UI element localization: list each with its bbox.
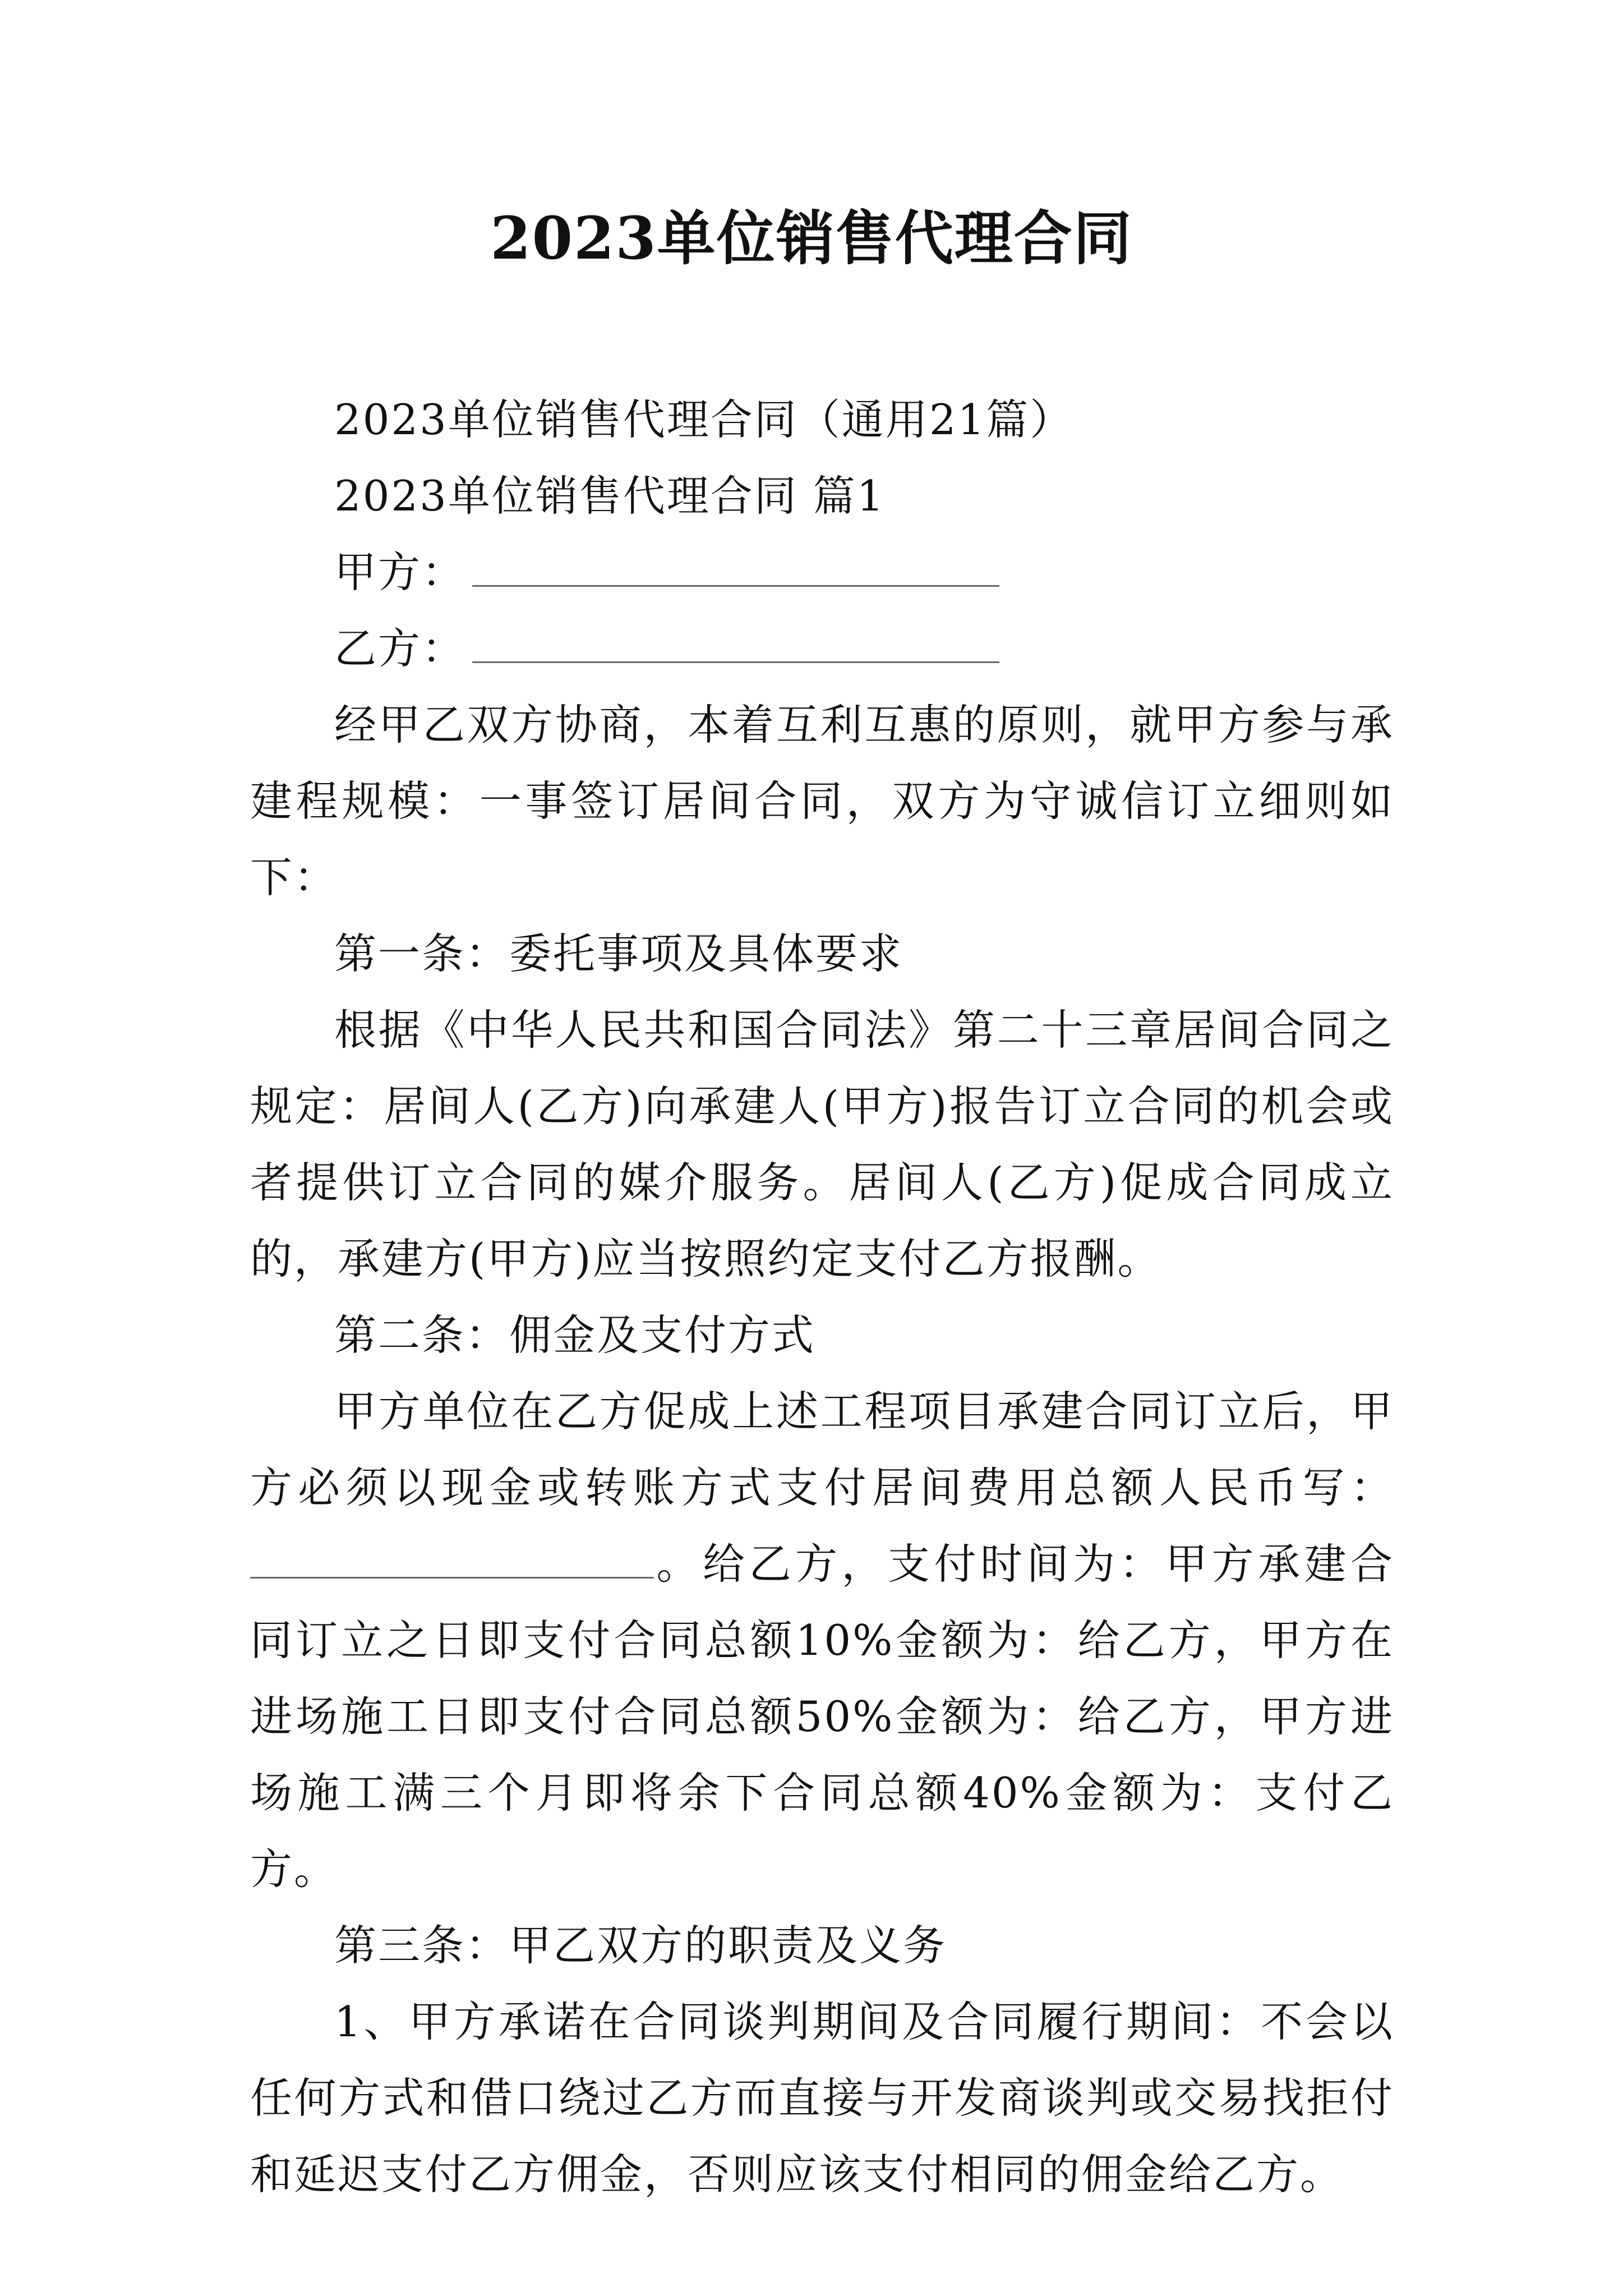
amount-blank (250, 1543, 654, 1579)
party-b-label: 乙方： (334, 624, 466, 673)
party-a-label: 甲方： (334, 547, 466, 597)
article2-text-part1: 甲方单位在乙方促成上述工程项目承建合同订立后，甲方必须以现金或转账方式支付居间费用总额人民币写： (250, 1387, 1394, 1512)
article2-paragraph (250, 1373, 1394, 1907)
subtitle: 2023单位销售代理合同（通用21篇） (334, 395, 1074, 444)
article3-heading: 第三条：甲乙双方的职责及义务 (334, 1921, 947, 1970)
party-b-line (250, 610, 1394, 687)
document-body (250, 381, 1394, 2212)
party-a-blank (472, 551, 999, 587)
party-b-blank (472, 628, 999, 663)
document-title: 2023单位销售代理合同 (490, 204, 1133, 273)
article1-paragraph: 根据《中华人民共和国合同法》第二十三章居间合同之规定：居间人(乙方)向承建人(甲方)报告订立合同的机会或者提供订立合同的媒介服务。居间人(乙方)促成合同成立的，承建方(甲方)应当按照约定支付乙方报酬。 (250, 1005, 1394, 1283)
article2-text-part2: 。给乙方，支付时间为：甲方承建合同订立之日即支付合同总额10%金额为：给乙方，甲方在进场施工日即支付合同总额50%金额为：给乙方，甲方进场施工满三个月即将余下合同总额40%金额为：支付乙方。 (250, 1539, 1394, 1894)
article3-item1: 1、甲方承诺在合同谈判期间及合同履行期间：不会以任何方式和借口绕过乙方而直接与开发商谈判或交易找拒付和延迟支付乙方佣金，否则应该支付相同的佣金给乙方。 (250, 1997, 1394, 2199)
party-a-line (250, 534, 1394, 610)
section-heading: 2023单位销售代理合同 篇1 (334, 471, 886, 521)
article2-heading: 第二条：佣金及支付方式 (334, 1310, 816, 1360)
article1-heading: 第一条：委托事项及具体要求 (334, 929, 903, 978)
intro-paragraph: 经甲乙双方协商，本着互利互惠的原则，就甲方参与承建程规模：一事签订居间合同，双方为守诚信订立细则如下： (250, 700, 1394, 902)
